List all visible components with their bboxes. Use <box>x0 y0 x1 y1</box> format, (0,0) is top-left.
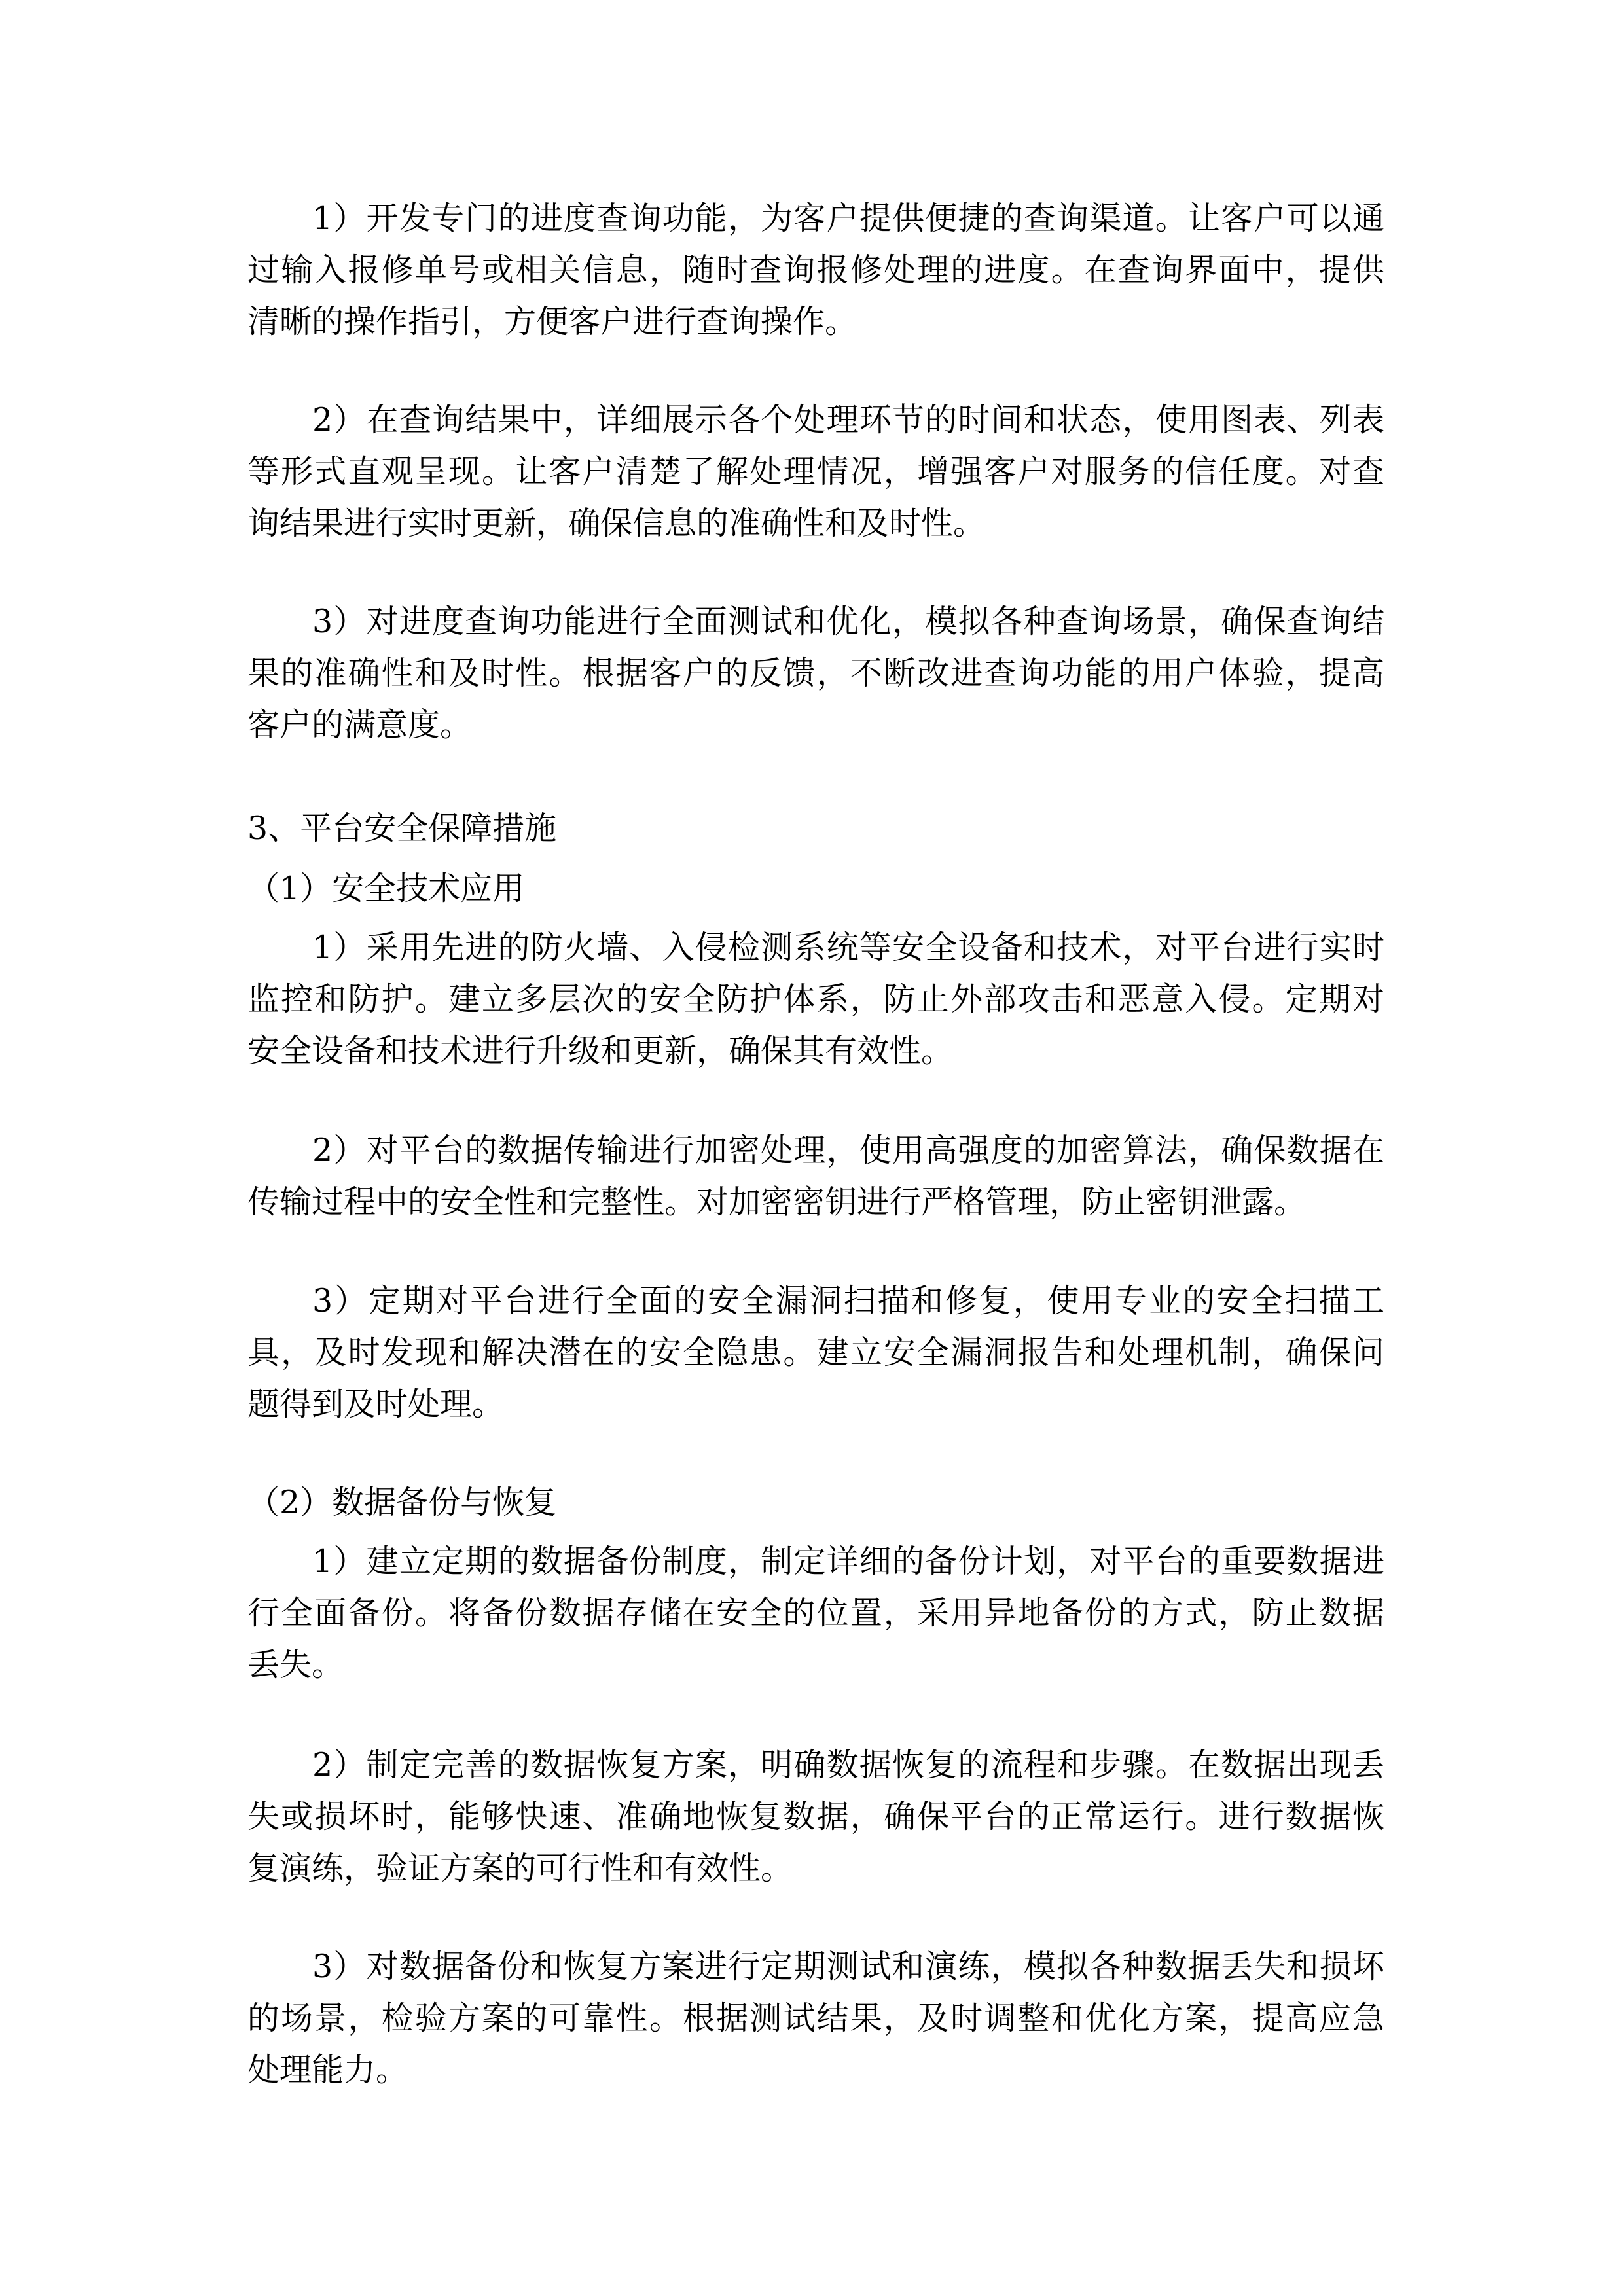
text-line: 1）采用先进的防火墙、入侵检测系统等安全设备和技术，对平台进行实时 <box>312 929 1384 966</box>
text-line: 清晰的操作指引，方便客户进行查询操作。 <box>247 303 857 340</box>
text-line: 2）对平台的数据传输进行加密处理，使用高强度的加密算法，确保数据在 <box>312 1132 1384 1169</box>
text-line: 1）开发专门的进度查询功能，为客户提供便捷的查询渠道。让客户可以通 <box>312 200 1384 237</box>
text-line: 复演练，验证方案的可行性和有效性。 <box>247 1850 793 1887</box>
heading-text: （2）数据备份与恢复 <box>247 1484 557 1521</box>
section-heading <box>247 802 1384 854</box>
text-line: 1）建立定期的数据备份制度，制定详细的备份计划，对平台的重要数据进 <box>312 1543 1384 1580</box>
text-line: 3）对数据备份和恢复方案进行定期测试和演练，模拟各种数据丢失和损坏 <box>312 1948 1384 1985</box>
subsection-heading-backup <box>247 1477 1384 1528</box>
text-line: 询结果进行实时更新，确保信息的准确性和及时性。 <box>247 505 986 542</box>
heading-text: （1）安全技术应用 <box>247 870 525 907</box>
paragraph-security-3 <box>247 1275 1384 1430</box>
text-line: 果的准确性和及时性。根据客户的反馈，不断改进查询功能的用户体验，提高 <box>247 655 1384 692</box>
text-line: 处理能力。 <box>247 2051 408 2089</box>
text-line: 等形式直观呈现。让客户清楚了解处理情况，增强客户对服务的信任度。对查 <box>247 453 1384 490</box>
text-line: 2）在查询结果中，详细展示各个处理环节的时间和状态，使用图表、列表 <box>312 401 1384 439</box>
text-line: 安全设备和技术进行升级和更新，确保其有效性。 <box>247 1032 954 1069</box>
paragraph-progress-query-3 <box>247 596 1384 751</box>
paragraph-backup-1 <box>247 1535 1384 1691</box>
text-line: 失或损坏时，能够快速、准确地恢复数据，确保平台的正常运行。进行数据恢 <box>247 1798 1384 1835</box>
text-line: 过输入报修单号或相关信息，随时查询报修处理的进度。在查询界面中，提供 <box>247 251 1384 289</box>
heading-text: 3、平台安全保障措施 <box>247 810 557 847</box>
paragraph-backup-2 <box>247 1739 1384 1894</box>
text-line: 2）制定完善的数据恢复方案，明确数据恢复的流程和步骤。在数据出现丢 <box>312 1746 1384 1784</box>
text-line: 丢失。 <box>247 1646 344 1683</box>
text-line: 3）定期对平台进行全面的安全漏洞扫描和修复，使用专业的安全扫描工 <box>312 1282 1384 1319</box>
text-line: 行全面备份。将备份数据存储在安全的位置，采用异地备份的方式，防止数据 <box>247 1594 1384 1632</box>
text-line: 题得到及时处理。 <box>247 1386 505 1423</box>
paragraph-progress-query-2 <box>247 394 1384 549</box>
text-line: 监控和防护。建立多层次的安全防护体系，防止外部攻击和恶意入侵。定期对 <box>247 980 1384 1018</box>
paragraph-security-2 <box>247 1124 1384 1228</box>
paragraph-security-1 <box>247 922 1384 1077</box>
paragraph-backup-3 <box>247 1941 1384 2096</box>
text-line: 具，及时发现和解决潜在的安全隐患。建立安全漏洞报告和处理机制，确保问 <box>247 1334 1384 1371</box>
text-line: 客户的满意度。 <box>247 706 473 744</box>
paragraph-progress-query-1 <box>247 192 1384 348</box>
text-line: 传输过程中的安全性和完整性。对加密密钥进行严格管理，防止密钥泄露。 <box>247 1183 1307 1221</box>
text-line: 3）对进度查询功能进行全面测试和优化，模拟各种查询场景，确保查询结 <box>312 603 1384 640</box>
text-line: 的场景，检验方案的可靠性。根据测试结果，及时调整和优化方案，提高应急 <box>247 2000 1384 2037</box>
subsection-heading-security-tech <box>247 863 1384 914</box>
